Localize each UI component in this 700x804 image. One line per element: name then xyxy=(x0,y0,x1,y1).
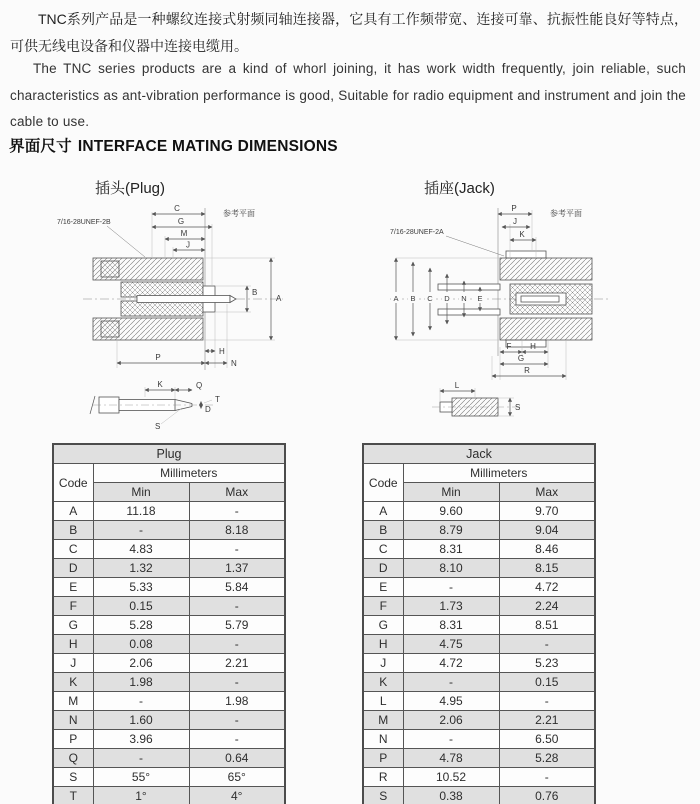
code-cell: B xyxy=(53,521,93,540)
dim-letter-s: S xyxy=(515,403,521,412)
dim-letter-e: E xyxy=(477,294,483,303)
dim-letter-c: C xyxy=(174,204,180,213)
dim-letter-p: P xyxy=(511,204,517,213)
unit-column-header: Millimeters xyxy=(93,464,285,483)
code-cell: D xyxy=(53,559,93,578)
dim-letter-h: H xyxy=(530,342,536,351)
table-row xyxy=(363,654,595,673)
thread-leader-line xyxy=(107,226,145,257)
min-value-cell: - xyxy=(93,749,189,768)
table-row xyxy=(363,578,595,597)
dim-letter-f: F xyxy=(506,342,512,351)
dim-letter-m: M xyxy=(180,229,188,238)
section-heading xyxy=(9,134,338,156)
min-value-cell: 8.10 xyxy=(403,559,499,578)
code-cell: N xyxy=(53,711,93,730)
code-cell: P xyxy=(53,730,93,749)
max-value-cell: 2.21 xyxy=(189,654,285,673)
jack-technical-drawing xyxy=(380,200,624,434)
table-row xyxy=(53,673,285,692)
section-heading-en: INTERFACE MATING DIMENSIONS xyxy=(77,138,338,155)
table-row xyxy=(53,692,285,711)
jack-reference-plane-label: 参考平面 xyxy=(550,209,582,218)
jack-dimensions-table xyxy=(362,443,596,804)
table-row xyxy=(363,692,595,711)
table-row xyxy=(53,749,285,768)
table-row xyxy=(363,730,595,749)
dim-letter-d: D xyxy=(205,405,211,414)
table-row xyxy=(363,559,595,578)
dim-letter-l: L xyxy=(454,381,460,390)
min-value-cell: 5.33 xyxy=(93,578,189,597)
min-column-header: Min xyxy=(93,483,189,502)
min-value-cell: 0.08 xyxy=(93,635,189,654)
code-cell: Q xyxy=(53,749,93,768)
table-row xyxy=(53,540,285,559)
max-value-cell: 5.28 xyxy=(499,749,595,768)
max-value-cell: 2.24 xyxy=(499,597,595,616)
min-value-cell: - xyxy=(93,692,189,711)
max-value-cell: 6.50 xyxy=(499,730,595,749)
plug-thread-spec-label: 7/16-28UNEF-2B xyxy=(57,219,111,226)
code-cell: E xyxy=(363,578,403,597)
max-value-cell: 4° xyxy=(189,787,285,804)
code-cell: E xyxy=(53,578,93,597)
min-value-cell: 1° xyxy=(93,787,189,804)
min-value-cell: 5.28 xyxy=(93,616,189,635)
max-value-cell: - xyxy=(499,692,595,711)
table-row xyxy=(363,597,595,616)
min-value-cell: 55° xyxy=(93,768,189,787)
table-row xyxy=(53,521,285,540)
table-row xyxy=(363,787,595,804)
dim-letter-p: P xyxy=(155,353,161,362)
dim-letter-n: N xyxy=(231,359,237,368)
dim-letter-b: B xyxy=(410,294,416,303)
min-value-cell: 1.32 xyxy=(93,559,189,578)
dim-letter-h: H xyxy=(219,347,225,356)
code-cell: D xyxy=(363,559,403,578)
code-cell: B xyxy=(363,521,403,540)
min-value-cell: - xyxy=(93,521,189,540)
max-value-cell: 4.72 xyxy=(499,578,595,597)
max-value-cell: 1.37 xyxy=(189,559,285,578)
code-cell: H xyxy=(363,635,403,654)
code-cell: M xyxy=(53,692,93,711)
min-value-cell: - xyxy=(403,730,499,749)
code-cell: G xyxy=(363,616,403,635)
intro-paragraph-cn: TNC系列产品是一种螺纹连接式射频同轴连接器，它具有工作频带宽、连接可靠、抗振性能良好等特点，可供无线电设备和仪器中连接电缆用。 xyxy=(10,11,688,54)
max-value-cell: 0.76 xyxy=(499,787,595,804)
dim-letter-j: J xyxy=(513,217,517,226)
max-column-header: Max xyxy=(189,483,285,502)
table-row xyxy=(363,540,595,559)
table-row xyxy=(53,616,285,635)
intro-paragraph-en: The TNC series products are a kind of whorl joining, it has work width frequently, join reliable, such characteristics as ant-vibration performance is good, Suitable for radio equipment and instrument and join the cable to use. xyxy=(10,61,686,129)
min-value-cell: 1.98 xyxy=(93,673,189,692)
min-value-cell: - xyxy=(403,673,499,692)
max-value-cell: 8.15 xyxy=(499,559,595,578)
jack-table-body xyxy=(363,502,595,804)
jack-table-title: Jack xyxy=(363,444,595,464)
min-value-cell: 1.73 xyxy=(403,597,499,616)
plug-pin-detail xyxy=(90,396,215,414)
plug-technical-drawing xyxy=(55,200,299,434)
dim-letter-g: G xyxy=(177,217,185,226)
max-value-cell: 2.21 xyxy=(499,711,595,730)
min-value-cell: 3.96 xyxy=(93,730,189,749)
dim-letter-b: B xyxy=(252,288,258,297)
dim-letter-k: K xyxy=(157,380,163,389)
plug-body-section xyxy=(93,258,236,340)
max-value-cell: 5.84 xyxy=(189,578,285,597)
dim-letter-r: R xyxy=(524,366,530,375)
code-cell: C xyxy=(363,540,403,559)
code-cell: L xyxy=(363,692,403,711)
diameter-letter-chips xyxy=(391,292,485,303)
jack-figure-label: 插座(Jack) xyxy=(424,180,495,197)
max-value-cell: 1.98 xyxy=(189,692,285,711)
unit-column-header: Millimeters xyxy=(403,464,595,483)
max-value-cell: 9.04 xyxy=(499,521,595,540)
min-value-cell: 11.18 xyxy=(93,502,189,521)
max-value-cell: - xyxy=(189,540,285,559)
code-cell: A xyxy=(363,502,403,521)
table-row xyxy=(53,768,285,787)
table-row xyxy=(53,654,285,673)
min-value-cell: 8.31 xyxy=(403,616,499,635)
min-value-cell: 0.38 xyxy=(403,787,499,804)
min-value-cell: 8.31 xyxy=(403,540,499,559)
min-value-cell: 9.60 xyxy=(403,502,499,521)
plug-figure-label: 插头(Plug) xyxy=(95,180,166,197)
code-cell: K xyxy=(363,673,403,692)
max-value-cell: - xyxy=(189,635,285,654)
code-cell: S xyxy=(363,787,403,804)
code-column-header: Code xyxy=(363,464,403,502)
max-value-cell: 8.18 xyxy=(189,521,285,540)
code-cell: K xyxy=(53,673,93,692)
table-row xyxy=(363,521,595,540)
max-value-cell: - xyxy=(499,768,595,787)
dim-letter-a: A xyxy=(393,294,399,303)
max-value-cell: 65° xyxy=(189,768,285,787)
code-cell: F xyxy=(363,597,403,616)
section-heading-cn: 界面尺寸 xyxy=(9,138,72,155)
jack-socket-detail xyxy=(432,398,520,416)
code-cell: T xyxy=(53,787,93,804)
max-value-cell: 9.70 xyxy=(499,502,595,521)
table-row xyxy=(53,711,285,730)
max-value-cell: 5.23 xyxy=(499,654,595,673)
dim-letter-k: K xyxy=(519,230,525,239)
table-row xyxy=(53,730,285,749)
code-cell: J xyxy=(53,654,93,673)
code-column-header: Code xyxy=(53,464,93,502)
max-value-cell: 8.51 xyxy=(499,616,595,635)
plug-table-body xyxy=(53,502,285,804)
code-cell: F xyxy=(53,597,93,616)
min-value-cell: 8.79 xyxy=(403,521,499,540)
table-row xyxy=(363,502,595,521)
max-value-cell: - xyxy=(189,711,285,730)
code-cell: N xyxy=(363,730,403,749)
code-cell: G xyxy=(53,616,93,635)
table-row xyxy=(53,559,285,578)
min-value-cell: 4.95 xyxy=(403,692,499,711)
max-column-header: Max xyxy=(499,483,595,502)
thread-leader-line xyxy=(446,236,504,256)
min-value-cell: 4.72 xyxy=(403,654,499,673)
min-value-cell: 2.06 xyxy=(403,711,499,730)
max-value-cell: 5.79 xyxy=(189,616,285,635)
table-row xyxy=(53,597,285,616)
table-row xyxy=(363,616,595,635)
max-value-cell: 0.64 xyxy=(189,749,285,768)
code-cell: H xyxy=(53,635,93,654)
max-value-cell: - xyxy=(189,502,285,521)
jack-thread-spec-label: 7/16-28UNEF-2A xyxy=(390,229,444,236)
min-value-cell: 4.78 xyxy=(403,749,499,768)
plug-dimensions-table xyxy=(52,443,286,804)
min-value-cell: 4.75 xyxy=(403,635,499,654)
table-row xyxy=(53,787,285,804)
table-row xyxy=(363,768,595,787)
table-row xyxy=(363,711,595,730)
max-value-cell: - xyxy=(189,597,285,616)
min-value-cell: 4.83 xyxy=(93,540,189,559)
min-value-cell: 2.06 xyxy=(93,654,189,673)
code-cell: J xyxy=(363,654,403,673)
table-row xyxy=(53,578,285,597)
table-row xyxy=(53,502,285,521)
dim-letter-s: S xyxy=(155,422,161,431)
max-value-cell: 0.15 xyxy=(499,673,595,692)
table-row xyxy=(363,673,595,692)
dim-letter-c: C xyxy=(427,294,433,303)
dim-letter-n: N xyxy=(461,294,467,303)
table-row xyxy=(363,749,595,768)
min-value-cell: 1.60 xyxy=(93,711,189,730)
min-value-cell: 10.52 xyxy=(403,768,499,787)
code-cell: A xyxy=(53,502,93,521)
table-row xyxy=(53,635,285,654)
plug-table-title: Plug xyxy=(53,444,285,464)
table-row xyxy=(363,635,595,654)
max-value-cell: - xyxy=(499,635,595,654)
code-cell: M xyxy=(363,711,403,730)
code-cell: C xyxy=(53,540,93,559)
max-value-cell: - xyxy=(189,730,285,749)
min-column-header: Min xyxy=(403,483,499,502)
dim-letter-g: G xyxy=(517,354,525,363)
code-cell: P xyxy=(363,749,403,768)
plug-reference-plane-label: 参考平面 xyxy=(223,209,255,218)
code-cell: R xyxy=(363,768,403,787)
max-value-cell: - xyxy=(189,673,285,692)
min-value-cell: 0.15 xyxy=(93,597,189,616)
dim-letter-d: D xyxy=(444,294,450,303)
dim-letter-a: A xyxy=(276,294,282,303)
dim-letter-j: J xyxy=(186,240,190,250)
max-value-cell: 8.46 xyxy=(499,540,595,559)
code-cell: S xyxy=(53,768,93,787)
dim-letter-t: T xyxy=(215,395,220,404)
dim-letter-q: Q xyxy=(196,381,203,390)
min-value-cell: - xyxy=(403,578,499,597)
